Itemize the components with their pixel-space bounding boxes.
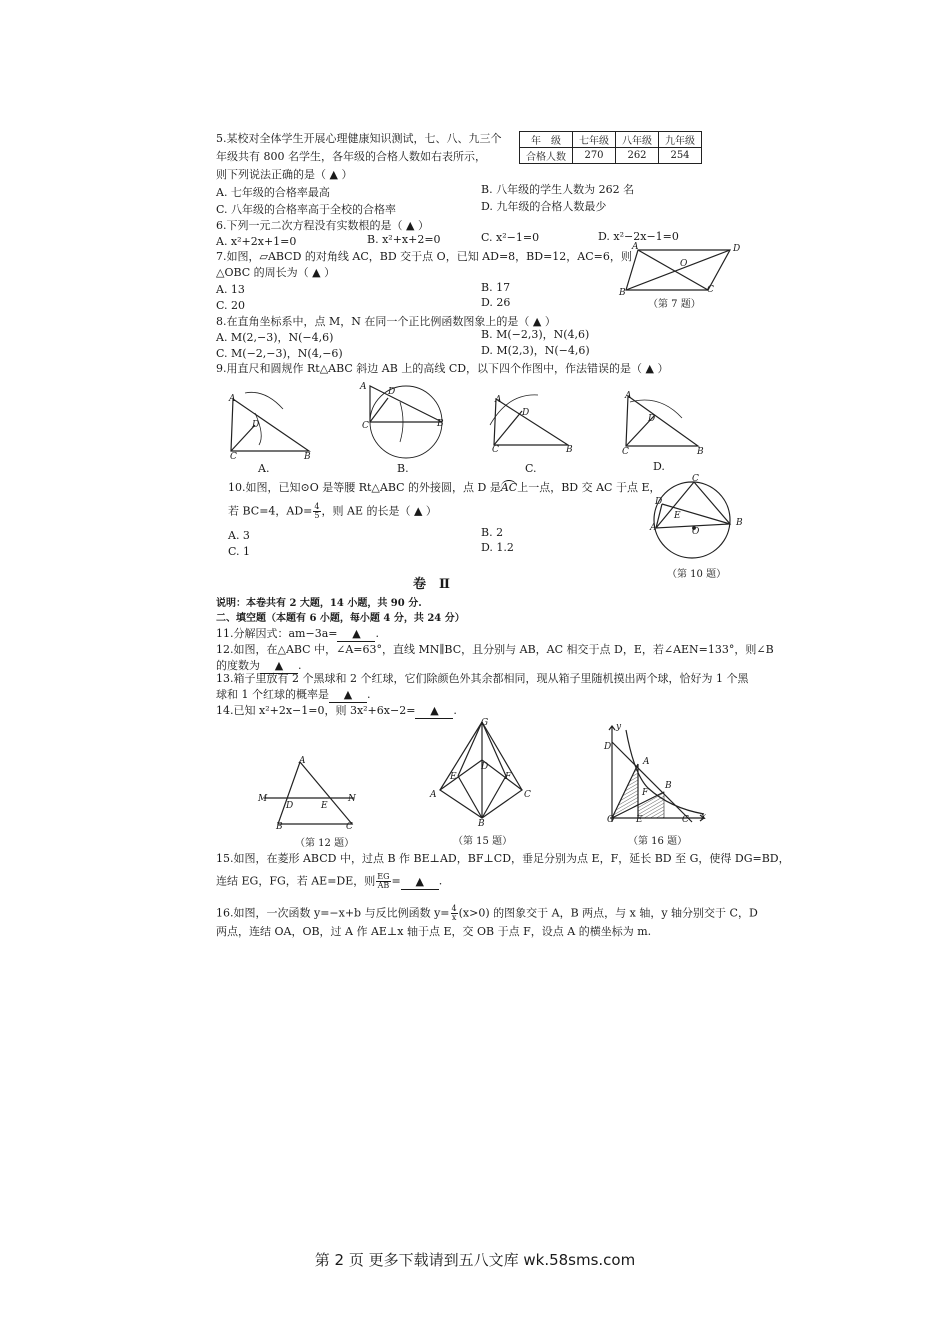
q10-fraction-den: 5 <box>314 511 320 520</box>
q11-text: 11.分解因式：am−3a= <box>216 627 338 640</box>
q16-label-c: C <box>682 815 689 825</box>
q13-stem-line2: 球和 1 个红球的概率是 ▲ . <box>216 688 371 701</box>
q10-stem-line2 <box>228 503 437 520</box>
q10-label-e: E <box>674 511 681 521</box>
q5-option-b: B. 八年级的学生人数为 262 名 <box>481 183 635 196</box>
q10-label-d: D <box>655 497 663 507</box>
q16-caption: （第 16 题） <box>628 836 688 847</box>
table-cell: 262 <box>616 148 659 164</box>
q14-stem: 14.已知 x²+2x−1=0，则 3x²+6x−2= ▲ . <box>216 704 457 717</box>
q16-text-part2: (x>0) 的图象交于 A，B 两点，与 x 轴，y 轴分别交于 C，D <box>458 906 758 920</box>
q12-answer-blank: ▲ <box>260 659 298 674</box>
q5-option-c: C. 八年级的合格率高于全校的合格率 <box>216 203 397 216</box>
page-footer: 第 2 页 更多下载请到五八文库 wk.58sms.com <box>314 1251 636 1269</box>
part2-note: 说明：本卷共有 2 大题，14 小题，共 90 分. <box>216 598 422 609</box>
q9-option-b: B. <box>397 462 409 475</box>
q12-label-n: N <box>348 794 356 804</box>
q9d-label-a: A <box>625 391 632 401</box>
q15-rhombus-figure <box>430 718 530 830</box>
q15-label-a: A <box>430 790 437 800</box>
q6-option-c: C. x²−1=0 <box>481 231 540 244</box>
q9a-label-b: B <box>304 452 311 462</box>
q6-stem: 6.下列一元二次方程没有实数根的是（ ▲ ） <box>216 219 429 232</box>
q15-label-f: F <box>505 772 512 782</box>
q7-option-b: B. 17 <box>481 281 511 294</box>
q5-stem-line3: 则下列说法正确的是（ ▲ ） <box>216 168 353 181</box>
table-header-row <box>520 132 702 148</box>
q16-text-part1: 16.如图，一次函数 y=−x+b 与反比例函数 y= <box>216 906 450 920</box>
table-header-cell: 七年级 <box>573 132 616 148</box>
q7-stem-line1: 7.如图，▱ABCD 的对角线 AC，BD 交于点 O，已知 AD=8，BD=12，AC=6，则 <box>216 250 632 263</box>
q6-option-a: A. x²+2x+1=0 <box>216 235 297 248</box>
q15-fraction-den: AB <box>377 881 390 890</box>
q9d-label-b: B <box>697 447 704 457</box>
q10-label-a: A <box>650 523 657 533</box>
q9-figure-c <box>488 385 588 465</box>
q5-option-a: A. 七年级的合格率最高 <box>216 186 330 199</box>
q10-option-b: B. 2 <box>481 526 504 539</box>
table-header-cell: 九年级 <box>659 132 702 148</box>
q15-caption: （第 15 题） <box>453 836 513 847</box>
q9d-label-c: C <box>622 447 629 457</box>
q15-label-c: C <box>524 790 531 800</box>
q15-label-g: G <box>481 718 489 728</box>
q13-stem-line1: 13.箱子里放有 2 个黑球和 2 个红球，它们除颜色外其余都相同，现从箱子里随机摸出两个球，恰好为 1 个黑 <box>216 672 749 685</box>
q14-answer-blank: ▲ <box>415 704 453 719</box>
q16-graph-figure <box>600 722 710 830</box>
q15-stem-line2: 连结 EG，FG，若 AE=DE，则 $\frac{EG}{AB}$ = ▲ . <box>216 872 443 890</box>
q16-label-b: B <box>665 781 672 791</box>
table-header-cell: 八年级 <box>616 132 659 148</box>
q7-stem-line2: △OBC 的周长为（ ▲ ） <box>216 266 336 279</box>
q12-stem-line1: 12.如图，在△ABC 中，∠A=63°，直线 MN∥BC，且分别与 AB，AC 相交于点 D，E，若∠AEN=133°，则∠B <box>216 643 774 656</box>
q12-label-b: B <box>276 822 283 832</box>
q12-label-d: D <box>286 801 294 811</box>
q9d-label-d: D <box>648 414 656 424</box>
q16-fraction-num: 4 <box>451 904 457 913</box>
q9a-label-d: D <box>252 420 260 430</box>
q11-answer-blank: ▲ <box>337 627 375 642</box>
q10-label-c: C <box>692 474 699 484</box>
q9-option-d: D. <box>653 460 665 473</box>
q7-label-d: D <box>733 244 741 254</box>
q7-caption: （第 7 题） <box>648 299 701 310</box>
q5-stem-line1: 5.某校对全体学生开展心理健康知识测试，七、八、九三个 <box>216 132 502 145</box>
q16-label-d: D <box>604 742 612 752</box>
q7-option-c: C. 20 <box>216 299 246 312</box>
q10-label-b: B <box>736 518 743 528</box>
q10-caption: （第 10 题） <box>667 569 727 580</box>
q5-stem-line2: 年级共有 800 名学生，各年级的合格人数如右表所示， <box>216 150 486 163</box>
q11-stem: 11.分解因式：am−3a= ▲ . <box>216 627 379 640</box>
q8-option-b: B. M(−2,3)，N(4,6) <box>481 328 590 341</box>
q15-text: 连结 EG，FG，若 AE=DE，则 <box>216 874 376 888</box>
q10-fraction-num: 4 <box>314 502 320 511</box>
q5-option-d: D. 九年级的合格人数最少 <box>481 200 607 213</box>
q15-fraction <box>376 873 390 890</box>
q10-stem-line1 <box>228 481 661 495</box>
q9b-label-c: C <box>362 421 369 431</box>
q6-option-d: D. x²−2x−1=0 <box>598 230 679 243</box>
q13-answer-blank: ▲ <box>329 688 367 703</box>
q9c-label-c: C <box>492 445 499 455</box>
q9-option-c: C. <box>525 462 537 475</box>
q12-label-e: E <box>321 801 328 811</box>
q7-label-b: B <box>619 288 626 298</box>
q12-label-a: A <box>299 756 306 766</box>
q9-option-a: A. <box>258 462 270 475</box>
q15-stem-line1: 15.如图，在菱形 ABCD 中，过点 B 作 BE⊥AD，BF⊥CD，垂足分别为点 E，F，延长 BD 至 G，使得 DG=BD， <box>216 852 790 865</box>
q16-label-y: y <box>616 722 622 732</box>
q16-label-e: E <box>636 815 643 825</box>
q8-option-a: A. M(2,−3)，N(−4,6) <box>216 331 334 344</box>
q9c-label-a: A <box>495 395 502 405</box>
q9-figure-d <box>620 388 720 458</box>
q13-text: 球和 1 个红球的概率是 <box>216 688 329 701</box>
q9a-label-a: A <box>229 394 236 404</box>
q7-option-a: A. 13 <box>216 283 245 296</box>
table-header-cell: 年 级 <box>520 132 573 148</box>
q12-text: 的度数为 <box>216 659 260 672</box>
q16-fraction-den: x <box>451 913 457 922</box>
table-cell: 270 <box>573 148 616 164</box>
q10-arc-ac: AC <box>500 481 518 494</box>
q8-option-c: C. M(−2,−3)，N(4,−6) <box>216 347 343 360</box>
q16-label-f: F <box>642 788 649 798</box>
q10-circle-figure <box>650 474 740 564</box>
q8-stem: 8.在直角坐标系中，点 M，N 在同一个正比例函数图象上的是（ ▲ ） <box>216 315 556 328</box>
q10-stem-part4: ，则 AE 的长是（ ▲ ） <box>321 504 437 518</box>
q15-label-b: B <box>478 819 485 829</box>
part2-section: 二、填空题（本题有 6 小题，每小题 4 分，共 24 分） <box>216 613 465 624</box>
part2-title: 卷 Ⅱ <box>413 577 450 592</box>
table-row-label: 合格人数 <box>520 148 573 164</box>
q8-option-d: D. M(2,3)，N(−4,6) <box>481 344 590 357</box>
q16-fraction <box>451 905 458 922</box>
q15-fraction-num: EG <box>377 872 390 881</box>
q12-stem-line2: 的度数为 ▲ . <box>216 659 302 672</box>
q9a-label-c: C <box>230 452 237 462</box>
q14-text: 14.已知 x²+2x−1=0，则 3x²+6x−2= <box>216 704 416 717</box>
q15-answer-blank: ▲ <box>401 875 439 890</box>
q7-option-d: D. 26 <box>481 296 511 309</box>
q12-label-c: C <box>346 822 353 832</box>
q10-option-a: A. 3 <box>228 529 250 542</box>
table-row <box>520 148 702 164</box>
q10-stem-part3: 若 BC=4，AD= <box>228 504 313 518</box>
q16-label-a: A <box>643 757 650 767</box>
q10-option-c: C. 1 <box>228 545 251 558</box>
q6-option-b: B. x²+x+2=0 <box>367 233 441 246</box>
q12-caption: （第 12 题） <box>295 838 355 849</box>
q16-stem-line2: 两点，连结 OA，OB，过 A 作 AE⊥x 轴于点 E，交 OB 于点 F，设点 A 的横坐标为 m. <box>216 925 652 938</box>
q9c-label-b: B <box>566 445 573 455</box>
q15-label-e: E <box>450 772 457 782</box>
q9-figure-a <box>225 385 335 465</box>
q10-option-d: D. 1.2 <box>481 541 514 554</box>
q16-label-x: x <box>701 812 707 822</box>
q9b-label-b: B <box>437 419 444 429</box>
q15-label-d: D <box>481 762 489 772</box>
q10-label-o: O <box>692 527 700 537</box>
q16-stem-line1 <box>216 905 758 922</box>
q9c-label-d: D <box>522 408 530 418</box>
q10-stem-part1: 10.如图，已知⊙O 是等腰 Rt△ABC 的外接圆，点 D 是 <box>228 481 501 494</box>
q7-label-c: C <box>707 285 714 295</box>
q10-stem-part2: 上一点，BD 交 AC 于点 E， <box>517 481 661 494</box>
q12-label-m: M <box>258 794 268 804</box>
q7-label-o: O <box>680 259 688 269</box>
table-cell: 254 <box>659 148 702 164</box>
q9-stem: 9.用直尺和圆规作 Rt△ABC 斜边 AB 上的高线 CD，以下四个作图中，作法错误的是（ ▲ ） <box>216 362 669 375</box>
q9b-label-d: D <box>388 387 396 397</box>
q5-grade-table <box>519 131 702 164</box>
q7-label-a: A <box>632 242 639 252</box>
q9b-label-a: A <box>360 382 367 392</box>
q10-fraction <box>313 503 320 520</box>
q15-equals: = <box>391 874 401 888</box>
q16-label-o: O <box>607 815 615 825</box>
